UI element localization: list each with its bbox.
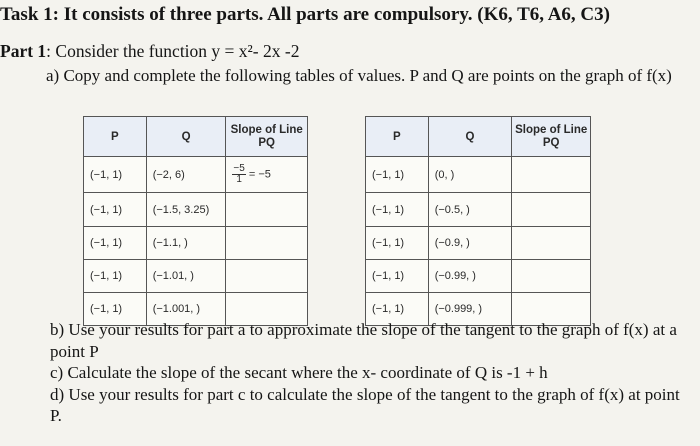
slope-denominator: 1 <box>236 174 242 185</box>
cell-q: (−1.01, ) <box>146 260 226 293</box>
cell-slope[interactable] <box>512 193 591 227</box>
question-c: c) Calculate the slope of the secant where the x- coordinate of Q is -1 + h <box>50 363 548 382</box>
cell-slope[interactable] <box>226 227 308 260</box>
header-q: Q <box>146 117 226 157</box>
part1-function: : Consider the function y = x²- 2x -2 <box>46 41 300 61</box>
table-row <box>84 227 308 260</box>
cell-slope[interactable] <box>512 157 591 193</box>
table-right-header <box>366 117 591 157</box>
cell-p: (−1, 1) <box>84 227 147 260</box>
slope-fraction <box>232 164 245 185</box>
table-row <box>84 193 308 227</box>
cell-q: (−2, 6) <box>146 157 226 193</box>
cell-q: (−1.001, ) <box>146 293 226 326</box>
cell-q: (−1.1, ) <box>146 227 226 260</box>
cell-p: (−1, 1) <box>84 260 147 293</box>
questions-bcd <box>50 319 690 427</box>
cell-p: (−1, 1) <box>366 260 429 293</box>
table-left-header <box>84 117 308 157</box>
cell-p: (−1, 1) <box>84 193 147 227</box>
cell-q: (−0.5, ) <box>428 193 512 227</box>
task-title: Task 1: It consists of three parts. All parts are compulsory. (K6, T6, A6, C3) <box>0 4 610 25</box>
cell-slope[interactable] <box>512 227 591 260</box>
cell-p: (−1, 1) <box>366 227 429 260</box>
cell-slope[interactable] <box>512 260 591 293</box>
cell-q: (−0.9, ) <box>428 227 512 260</box>
question-b: b) Use your results for part a to approximate the slope of the tangent to the graph of f(x) at a point P <box>50 320 677 361</box>
cell-slope <box>226 157 308 193</box>
cell-q: (−0.999, ) <box>428 293 512 326</box>
table-row <box>84 157 308 193</box>
header-p: P <box>366 117 429 157</box>
cell-q: (−0.99, ) <box>428 260 512 293</box>
table-row <box>366 193 591 227</box>
table-row <box>366 227 591 260</box>
question-a: a) Copy and complete the following tables of values. P and Q are points on the graph of f(x) <box>46 66 672 85</box>
header-slope: Slope of Line PQ <box>512 117 591 157</box>
header-p: P <box>84 117 147 157</box>
cell-slope[interactable] <box>226 193 308 227</box>
cell-p: (−1, 1) <box>366 193 429 227</box>
table-row <box>366 157 591 193</box>
table-row <box>366 260 591 293</box>
cell-p: (−1, 1) <box>366 157 429 193</box>
table-row <box>84 260 308 293</box>
slope-result: = −5 <box>248 168 271 181</box>
part1-heading <box>0 41 299 62</box>
table-right <box>365 116 591 326</box>
header-slope: Slope of Line PQ <box>226 117 308 157</box>
slope-numerator: −5 <box>233 163 245 174</box>
question-d: d) Use your results for part c to calculate the slope of the tangent to the graph of f(x) at point P. <box>50 384 680 425</box>
cell-p: (−1, 1) <box>84 157 147 193</box>
cell-slope[interactable] <box>226 260 308 293</box>
cell-p: (−1, 1) <box>366 293 429 326</box>
cell-q: (−1.5, 3.25) <box>146 193 226 227</box>
cell-p: (−1, 1) <box>84 293 147 326</box>
cell-q: (0, ) <box>428 157 512 193</box>
part1-label: Part 1 <box>0 41 47 61</box>
header-q: Q <box>428 117 512 157</box>
table-left <box>83 116 308 326</box>
